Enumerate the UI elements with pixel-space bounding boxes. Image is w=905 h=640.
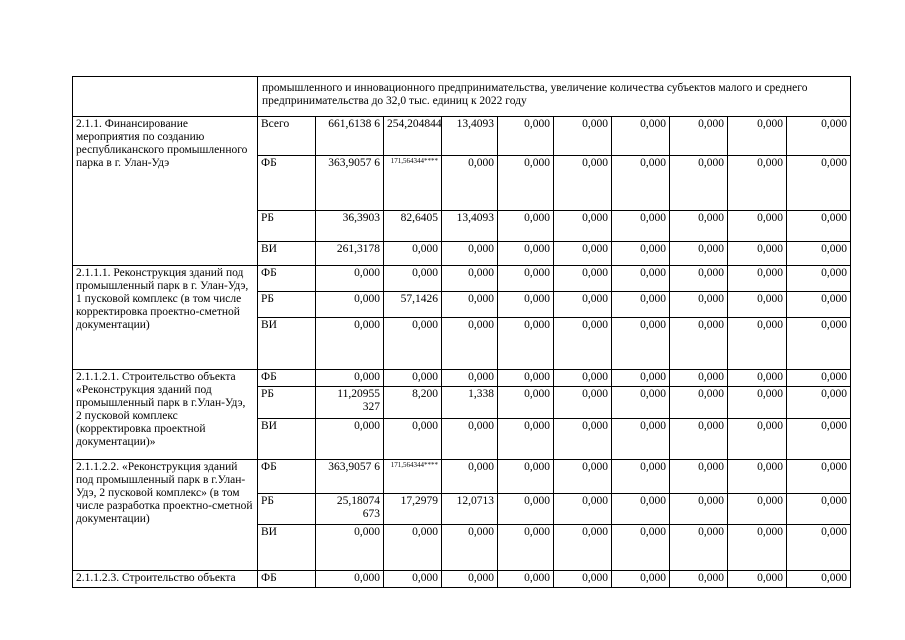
value-cell: 0,000: [728, 419, 787, 460]
value-cell: 0,000: [670, 571, 728, 588]
value-cell: 0,000: [498, 156, 554, 211]
value-cell: 0,000: [787, 156, 851, 211]
value-cell: 0,000: [728, 211, 787, 242]
table-row: [73, 460, 851, 494]
value-cell: 0,000: [316, 419, 384, 460]
value-cell: 17,2979: [384, 494, 442, 525]
funding-source-cell: ВИ: [258, 419, 316, 460]
value-cell: 0,000: [787, 525, 851, 571]
measure-name-cell: 2.1.1. Финансирование мероприятия по созданию республиканского промышленного парка в г. Улан-Удэ: [73, 117, 258, 266]
value-cell: 0,000: [498, 370, 554, 387]
value-cell: 0,000: [787, 211, 851, 242]
value-cell: 0,000: [612, 460, 670, 494]
value-cell: 0,000: [498, 387, 554, 419]
value-cell: 0,000: [316, 318, 384, 370]
value-cell: 0,000: [728, 387, 787, 419]
value-cell: 171,564344****: [384, 156, 442, 211]
value-cell: 0,000: [612, 211, 670, 242]
funding-source-cell: РБ: [258, 292, 316, 318]
value-cell: 0,000: [787, 242, 851, 266]
value-cell: 0,000: [728, 266, 787, 292]
value-cell: 0,000: [670, 460, 728, 494]
value-cell: 0,000: [612, 525, 670, 571]
header-text: промышленного и инновационного предпринимательства, увеличение количества субъектов малого и среднего предпринимательства до 32,0 тыс. единиц к 2022 году: [258, 77, 851, 117]
funding-source-cell: РБ: [258, 211, 316, 242]
value-cell: 0,000: [554, 211, 612, 242]
funding-source-cell: ФБ: [258, 266, 316, 292]
funding-source-cell: ВИ: [258, 525, 316, 571]
value-cell: 0,000: [670, 292, 728, 318]
value-cell: 8,200: [384, 387, 442, 419]
value-cell: 0,000: [442, 419, 498, 460]
value-cell: 0,000: [498, 419, 554, 460]
value-cell: 0,000: [670, 156, 728, 211]
value-cell: 0,000: [670, 370, 728, 387]
value-cell: 0,000: [728, 117, 787, 156]
value-cell: 0,000: [554, 156, 612, 211]
value-cell: 0,000: [787, 419, 851, 460]
value-cell: 0,000: [554, 419, 612, 460]
value-cell: 13,4093: [442, 211, 498, 242]
value-cell: 0,000: [554, 242, 612, 266]
value-cell: 0,000: [787, 387, 851, 419]
value-cell: 0,000: [787, 266, 851, 292]
value-cell: 363,9057 6: [316, 156, 384, 211]
value-cell: 0,000: [384, 419, 442, 460]
value-cell: 0,000: [728, 370, 787, 387]
value-cell: 0,000: [728, 156, 787, 211]
measure-name-cell: 2.1.1.2.3. Строительство объекта: [73, 571, 258, 588]
funding-source-cell: ФБ: [258, 370, 316, 387]
value-cell: 1,338: [442, 387, 498, 419]
value-cell: 0,000: [787, 318, 851, 370]
value-cell: 0,000: [498, 292, 554, 318]
value-cell: 661,6138 6: [316, 117, 384, 156]
value-cell: 0,000: [612, 266, 670, 292]
value-cell: 0,000: [612, 318, 670, 370]
value-cell: 0,000: [384, 318, 442, 370]
budget-table: [72, 76, 851, 588]
funding-source-cell: ФБ: [258, 571, 316, 588]
value-cell: 0,000: [670, 242, 728, 266]
funding-source-cell: ВИ: [258, 242, 316, 266]
value-cell: 0,000: [670, 494, 728, 525]
measure-name-cell: 2.1.1.2.2. «Реконструкция зданий под промышленный парк в г.Улан-Удэ, 2 пусковой комплекс» (в том числе разработка проектно-сметной документации): [73, 460, 258, 571]
value-cell: 0,000: [670, 117, 728, 156]
value-cell: 0,000: [728, 525, 787, 571]
table-row: [73, 571, 851, 588]
value-cell: 0,000: [670, 318, 728, 370]
value-cell: 0,000: [612, 571, 670, 588]
value-cell: 261,3178: [316, 242, 384, 266]
value-cell: 0,000: [612, 419, 670, 460]
header-empty-cell: [73, 77, 258, 117]
value-cell: 0,000: [554, 387, 612, 419]
table-row: [73, 370, 851, 387]
value-cell: 0,000: [442, 460, 498, 494]
measure-name-cell: 2.1.1.2.1. Строительство объекта «Реконструкция зданий под промышленный парк в г.Улан-Удэ, 2 пусковой комплекс (корректировка проектной документации)»: [73, 370, 258, 460]
value-cell: 0,000: [612, 292, 670, 318]
funding-source-cell: ФБ: [258, 460, 316, 494]
table-row: [73, 266, 851, 292]
funding-source-cell: Всего: [258, 117, 316, 156]
value-cell: 0,000: [498, 525, 554, 571]
table-body: [73, 77, 851, 588]
value-cell: 0,000: [554, 292, 612, 318]
value-cell: 0,000: [442, 370, 498, 387]
value-cell: 0,000: [670, 387, 728, 419]
value-cell: 0,000: [787, 571, 851, 588]
value-cell: 0,000: [316, 292, 384, 318]
funding-source-cell: ВИ: [258, 318, 316, 370]
value-cell: 0,000: [554, 318, 612, 370]
value-cell: 0,000: [498, 571, 554, 588]
value-cell: 0,000: [442, 571, 498, 588]
table-row: [73, 117, 851, 156]
value-cell: 12,0713: [442, 494, 498, 525]
value-cell: 0,000: [670, 266, 728, 292]
value-cell: 0,000: [787, 494, 851, 525]
value-cell: 0,000: [728, 571, 787, 588]
value-cell: 0,000: [316, 370, 384, 387]
value-cell: 0,000: [498, 117, 554, 156]
value-cell: 171,564344****: [384, 460, 442, 494]
value-cell: 0,000: [728, 242, 787, 266]
value-cell: 13,4093: [442, 117, 498, 156]
value-cell: 82,6405: [384, 211, 442, 242]
value-cell: 254,204844: [384, 117, 442, 156]
value-cell: 0,000: [498, 494, 554, 525]
value-cell: 0,000: [384, 266, 442, 292]
funding-source-cell: РБ: [258, 387, 316, 419]
value-cell: 0,000: [787, 370, 851, 387]
value-cell: 0,000: [384, 242, 442, 266]
value-cell: 0,000: [442, 156, 498, 211]
value-cell: 0,000: [442, 242, 498, 266]
value-cell: 0,000: [554, 525, 612, 571]
value-cell: 0,000: [442, 318, 498, 370]
value-cell: 0,000: [670, 211, 728, 242]
value-cell: 0,000: [554, 460, 612, 494]
value-cell: 0,000: [316, 266, 384, 292]
value-cell: 36,3903: [316, 211, 384, 242]
value-cell: 0,000: [554, 266, 612, 292]
value-cell: 0,000: [787, 460, 851, 494]
value-cell: 0,000: [384, 525, 442, 571]
value-cell: 0,000: [442, 266, 498, 292]
value-cell: 0,000: [498, 211, 554, 242]
value-cell: 0,000: [554, 370, 612, 387]
value-cell: 0,000: [612, 370, 670, 387]
value-cell: 0,000: [670, 419, 728, 460]
value-cell: 0,000: [787, 117, 851, 156]
value-cell: 0,000: [498, 266, 554, 292]
value-cell: 0,000: [316, 571, 384, 588]
value-cell: 0,000: [554, 117, 612, 156]
value-cell: 0,000: [384, 370, 442, 387]
value-cell: 0,000: [670, 525, 728, 571]
value-cell: 0,000: [728, 292, 787, 318]
funding-source-cell: РБ: [258, 494, 316, 525]
value-cell: 0,000: [612, 117, 670, 156]
value-cell: 0,000: [612, 494, 670, 525]
measure-name-cell: 2.1.1.1. Реконструкция зданий под промышленный парк в г. Улан-Удэ, 1 пусковой комплекс (в том числе корректировка проектно-сметной документации): [73, 266, 258, 370]
value-cell: 25,18074 673: [316, 494, 384, 525]
value-cell: 11,20955 327: [316, 387, 384, 419]
funding-source-cell: ФБ: [258, 156, 316, 211]
value-cell: 0,000: [442, 525, 498, 571]
value-cell: 0,000: [554, 571, 612, 588]
value-cell: 0,000: [498, 460, 554, 494]
value-cell: 0,000: [442, 292, 498, 318]
value-cell: 0,000: [384, 571, 442, 588]
value-cell: 0,000: [787, 292, 851, 318]
value-cell: 0,000: [728, 460, 787, 494]
value-cell: 0,000: [728, 494, 787, 525]
value-cell: 0,000: [612, 387, 670, 419]
value-cell: 363,9057 6: [316, 460, 384, 494]
header-row: [73, 77, 851, 117]
value-cell: 0,000: [612, 156, 670, 211]
value-cell: 0,000: [498, 318, 554, 370]
value-cell: 0,000: [554, 494, 612, 525]
value-cell: 0,000: [612, 242, 670, 266]
value-cell: 0,000: [728, 318, 787, 370]
value-cell: 57,1426: [384, 292, 442, 318]
value-cell: 0,000: [498, 242, 554, 266]
value-cell: 0,000: [316, 525, 384, 571]
